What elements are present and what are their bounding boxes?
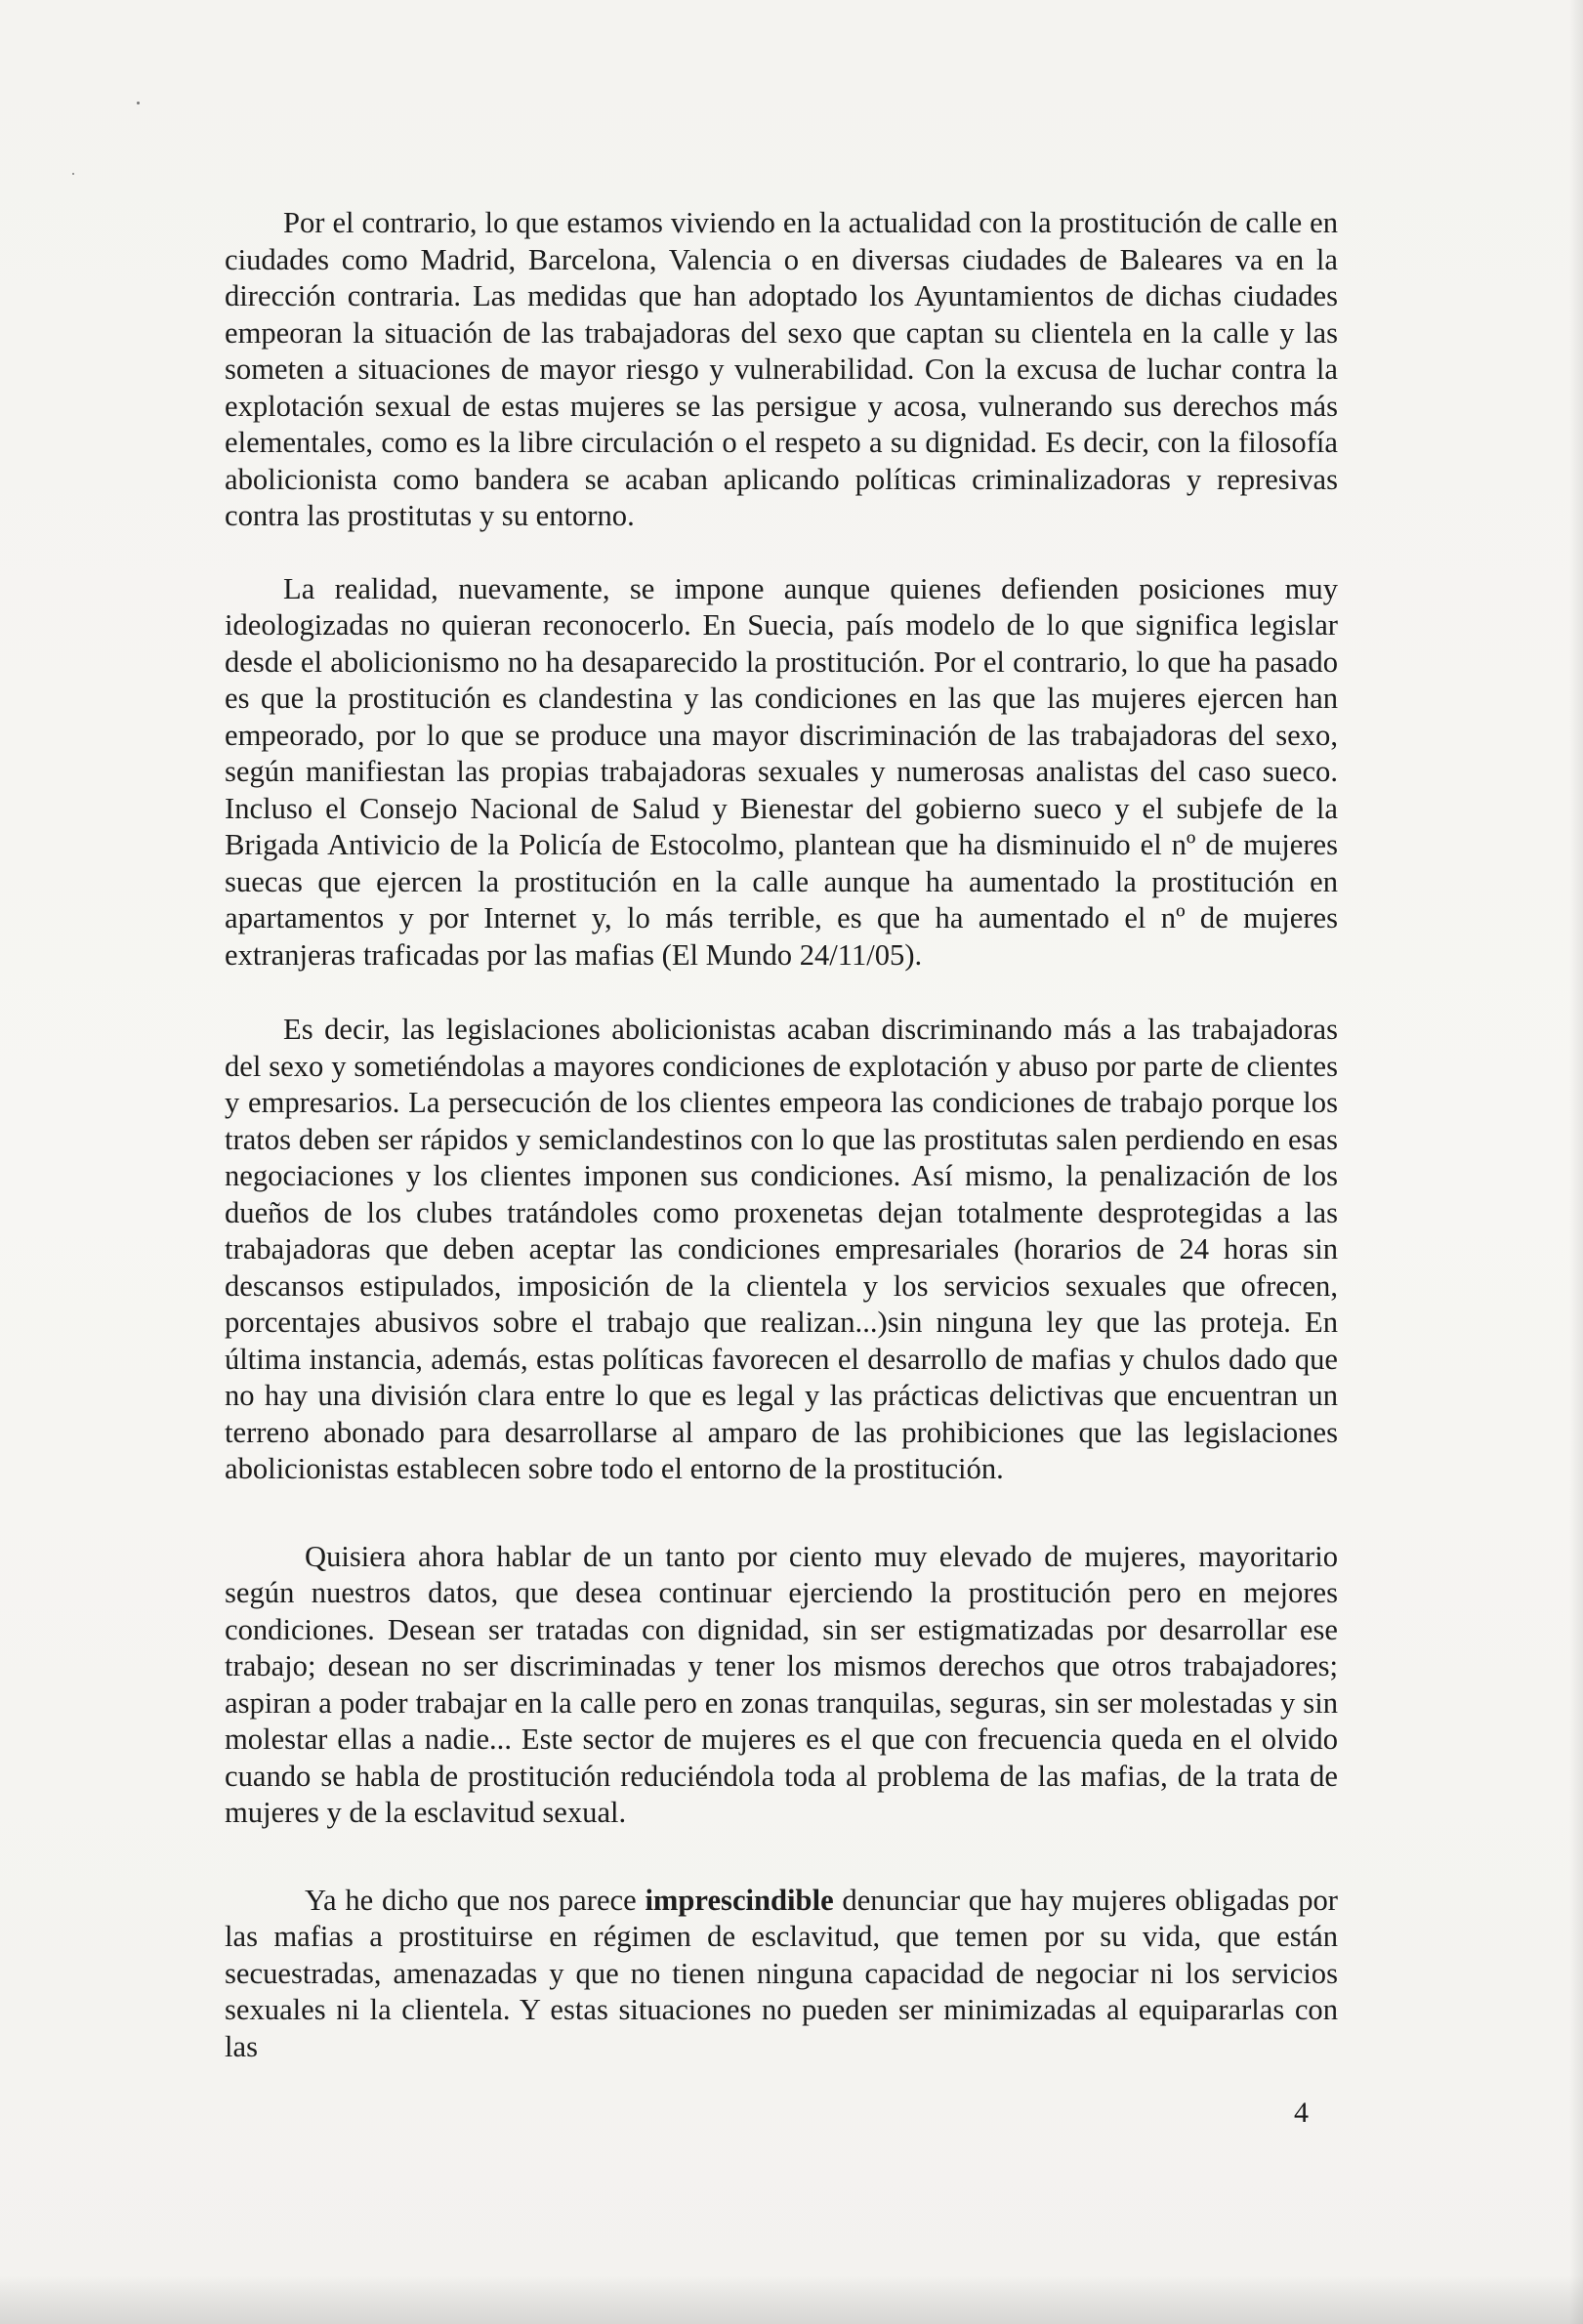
paragraph-5 [225,1883,1338,2066]
document-body [225,205,1338,2065]
paragraph-2: La realidad, nuevamente, se impone aunque quienes defienden posiciones muy ideologizadas no quieran reconocerlo. En Suecia, país modelo de lo que significa legislar desde el abolicionismo no ha desaparecido la prostitución. Por el contrario, lo que ha pasado es que la prostitución es clandestina y las condiciones en las que las mujeres ejercen han empeorado, por lo que se produce una mayor discriminación de las trabajadoras del sexo, según manifiestan las propias trabajadoras sexuales y numerosas analistas del caso sueco. Incluso el Consejo Nacional de Salud y Bienestar del gobierno sueco y el subjefe de la Brigada Antivicio de la Policía de Estocolmo, plantean que ha disminuido el nº de mujeres suecas que ejercen la prostitución en la calle aunque ha aumentado la prostitución en apartamentos y por Internet y, lo más terrible, es que ha aumentado el nº de mujeres extranjeras traficadas por las mafias (El Mundo 24/11/05). [225,571,1338,972]
scan-speck [72,173,74,175]
page-number: 4 [1294,2096,1309,2129]
paragraph-4: Quisiera ahora hablar de un tanto por ciento muy elevado de mujeres, mayoritario según nuestros datos, que desea continuar ejerciendo la prostitución pero en mejores condiciones. Desean ser tratadas con dignidad, sin ser estigmatizadas por desarrollar ese trabajo; desean no ser discriminadas y tener los mismos derechos que otros trabajadores; aspiran a poder trabajar en la calle pero en zonas tranquilas, seguras, sin ser molestadas y sin molestar ellas a nadie... Este sector de mujeres es el que con frecuencia queda en el olvido cuando se habla de prostitución reduciéndola toda al problema de las mafias, de la trata de mujeres y de la esclavitud sexual. [225,1539,1338,1829]
scan-shadow-right [1569,0,1583,2324]
paragraph-5-start: Ya he dicho que nos parece [305,1883,646,1917]
paragraph-1: Por el contrario, lo que estamos viviendo en la actualidad con la prostitución de calle en ciudades como Madrid, Barcelona, Valencia o en diversas ciudades de Baleares va en la dirección contraria. Las medidas que han adoptado los Ayuntamientos de dichas ciudades empeoran la situación de las trabajadoras del sexo que captan su clientela en la calle y las someten a situaciones de mayor riesgo y vulnerabilidad. Con la excusa de luchar contra la explotación sexual de estas mujeres se las persigue y acosa, vulnerando sus derechos más elementales, como es la libre circulación o el respeto a su dignidad. Es decir, con la filosofía abolicionista como bandera se acaban aplicando políticas criminalizadoras y represivas contra las prostitutas y su entorno. [225,206,1338,532]
scan-speck [137,102,140,104]
scan-shadow-bottom [0,2275,1583,2324]
emphasized-word: imprescindible [645,1883,834,1917]
paragraph-3: Es decir, las legislaciones abolicionistas acaban discriminando más a las trabajadoras del sexo y sometiéndolas a mayores condiciones de explotación y abuso por parte de clientes y empresarios. La persecución de los clientes empeora las condiciones de trabajo porque los tratos deben ser rápidos y semiclandestinos con lo que las prostitutas salen perdiendo en esas negociaciones y los clientes imponen sus condiciones. Así mismo, la penalización de los dueños de los clubes tratándoles como proxenetas dejan totalmente desprotegidas a las trabajadoras que deben aceptar las condiciones empresariales (horarios de 24 horas sin descansos estipulados, imposición de la clientela y los servicios sexuales que ofrecen, porcentajes abusivos sobre el trabajo que realizan...)sin ninguna ley que las proteja. En última instancia, además, estas políticas favorecen el desarrollo de mafias y chulos dado que no hay una división clara entre lo que es legal y las prácticas delictivas que encuentran un terreno abonado para desarrollarse al amparo de las prohibiciones que las legislaciones abolicionistas establecen sobre todo el entorno de la prostitución. [225,1013,1338,1485]
paragraph-5-rest: denunciar que hay mujeres obligadas por las mafias a prostituirse en régimen de esclavitud, que temen por su vida, que están secuestradas, amenazadas y que no tienen ninguna capacidad de negociar ni los servicios sexuales ni la clientela. Y estas situaciones no pueden ser minimizadas al equipararlas con las [225,1883,1338,2063]
